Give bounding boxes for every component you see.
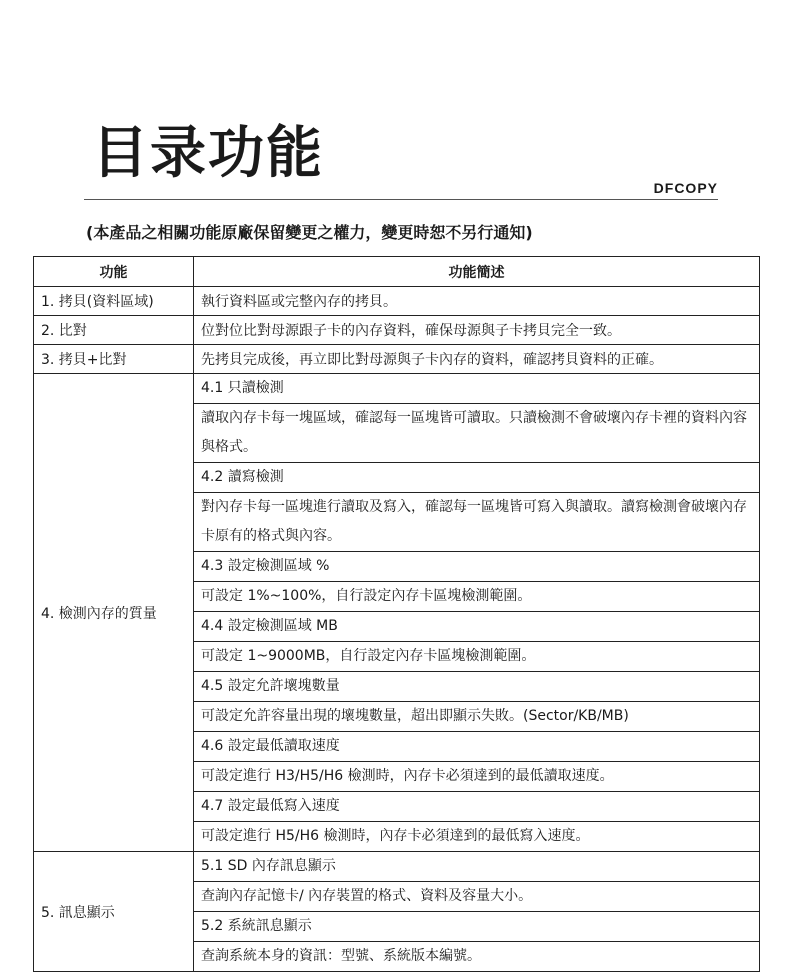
- table-row: [34, 287, 760, 316]
- sub-feature-description: 可設定進行 H3/H5/H6 檢測時，內存卡必須達到的最低讀取速度。: [194, 761, 759, 791]
- table-row: [34, 345, 760, 374]
- column-header-description: 功能簡述: [194, 257, 760, 287]
- brand-label: DFCOPY: [653, 180, 718, 196]
- sub-feature-description: 可設定 1%~100%，自行設定內存卡區塊檢測範圍。: [194, 581, 759, 611]
- title-underline: [84, 199, 718, 200]
- sub-feature-description: 對內存卡每一區塊進行讀取及寫入，確認每一區塊皆可寫入與讀取。讀寫檢測會破壞內存卡原有的格式與內容。: [194, 492, 759, 551]
- sub-feature-description: 可設定允許容量出現的壞塊數量，超出即顯示失敗。(Sector/KB/MB): [194, 701, 759, 731]
- function-name: 1. 拷貝(資料區域): [34, 287, 194, 316]
- sub-feature-list: [194, 852, 760, 972]
- sub-feature-title: 4.1 只讀檢測: [201, 380, 284, 396]
- sub-feature: [194, 374, 759, 462]
- function-name: 4. 檢測內存的質量: [34, 374, 194, 852]
- sub-feature: [194, 611, 759, 671]
- sub-feature-title: 4.3 設定檢測區域 %: [201, 558, 330, 574]
- feature-table: [33, 256, 760, 972]
- function-description: 執行資料區或完整內存的拷貝。: [194, 287, 760, 316]
- sub-feature-title: 4.2 讀寫檢測: [201, 469, 284, 485]
- sub-feature: [194, 731, 759, 791]
- sub-feature: [194, 911, 759, 971]
- sub-feature-list: [194, 374, 760, 852]
- table-header-row: [34, 257, 760, 287]
- function-description: 位對位比對母源跟子卡的內存資料，確保母源與子卡拷貝完全一致。: [194, 316, 760, 345]
- function-name: 5. 訊息顯示: [34, 852, 194, 972]
- sub-feature-title: 4.5 設定允許壞塊數量: [201, 678, 340, 694]
- sub-feature-title: 4.7 設定最低寫入速度: [201, 798, 340, 814]
- sub-feature: [194, 551, 759, 611]
- function-description: 先拷貝完成後，再立即比對母源與子卡內存的資料，確認拷貝資料的正確。: [194, 345, 760, 374]
- sub-feature-title: 5.1 SD 內存訊息顯示: [201, 858, 336, 874]
- sub-feature-title: 4.6 設定最低讀取速度: [201, 738, 340, 754]
- function-name: 2. 比對: [34, 316, 194, 345]
- sub-feature: [194, 462, 759, 551]
- sub-feature-description: 可設定 1~9000MB，自行設定內存卡區塊檢測範圍。: [194, 641, 759, 671]
- table-row-group: [34, 852, 760, 972]
- sub-feature: [194, 791, 759, 851]
- sub-feature-title: 4.4 設定檢測區域 MB: [201, 618, 338, 634]
- sub-feature-description: 查詢系統本身的資訊：型號、系統版本編號。: [194, 941, 759, 971]
- sub-feature-description: 查詢內存記憶卡/ 內存裝置的格式、資料及容量大小。: [194, 881, 759, 911]
- function-name: 3. 拷貝+比對: [34, 345, 194, 374]
- sub-feature-description: 可設定進行 H5/H6 檢測時，內存卡必須達到的最低寫入速度。: [194, 821, 759, 851]
- sub-feature-description: 讀取內存卡每一塊區域，確認每一區塊皆可讀取。只讀檢測不會破壞內存卡裡的資料內容與格式。: [194, 403, 759, 462]
- table-row: [34, 316, 760, 345]
- sub-feature: [194, 671, 759, 731]
- sub-feature-title: 5.2 系統訊息顯示: [201, 918, 312, 934]
- column-header-function: 功能: [34, 257, 194, 287]
- page-title: 目录功能: [92, 121, 324, 186]
- table-row-group: [34, 374, 760, 852]
- sub-feature: [194, 852, 759, 911]
- notice-text: (本產品之相關功能原廠保留變更之權力，變更時恕不另行通知): [86, 223, 533, 242]
